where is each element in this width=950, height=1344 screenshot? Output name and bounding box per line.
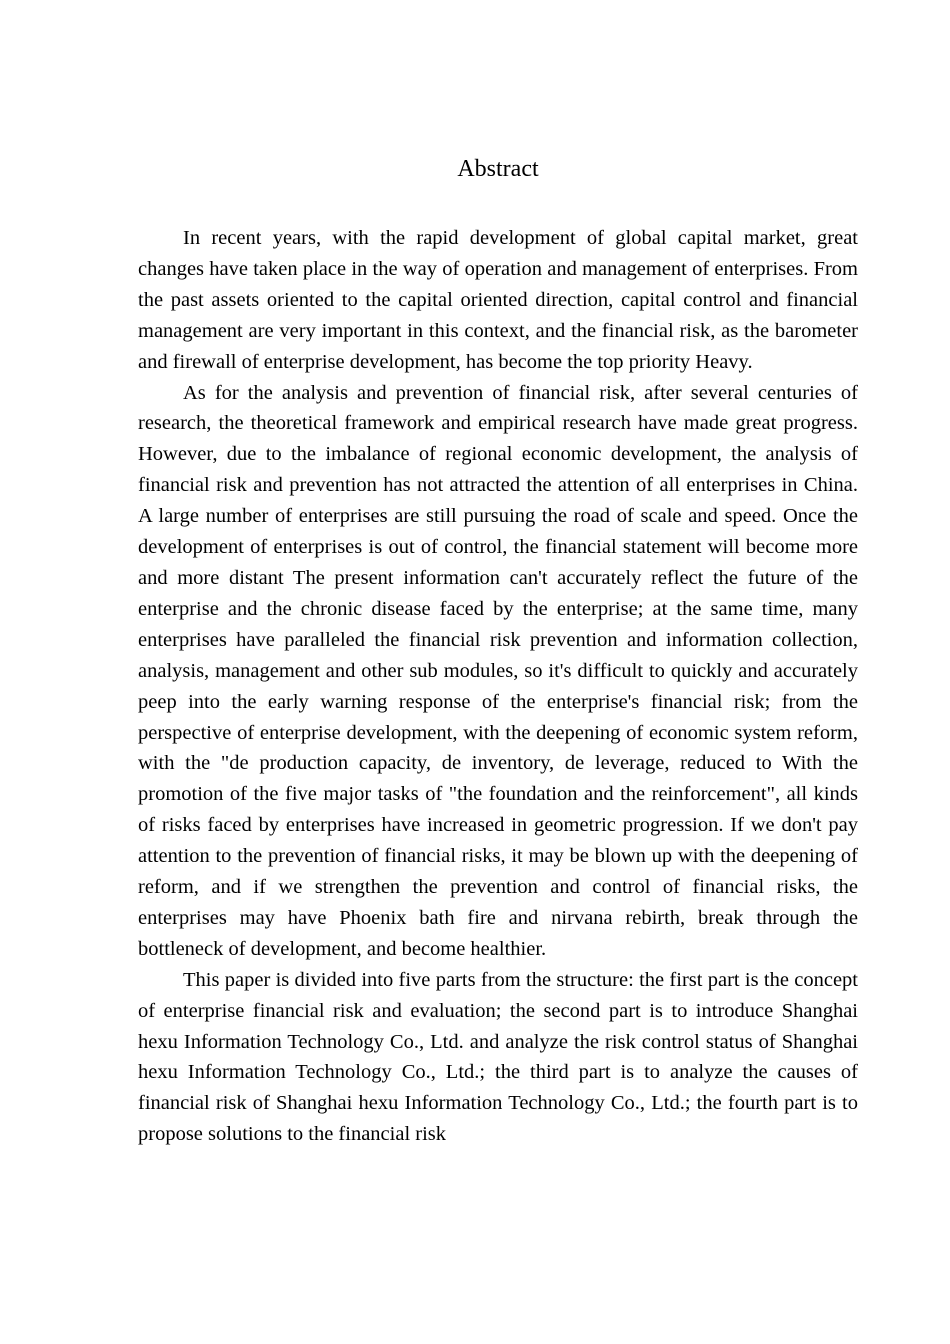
paragraph-2: As for the analysis and prevention of financial risk, after several centuries of research, the theoretical framework and empirical research have made great progress. However, due to the imbalance of regional economic development, the analysis of financial risk and prevention has not attracted the attention of all enterprises in China. A large number of enterprises are still pursuing the road of scale and speed. Once the development of enterprises is out of control, the financial statement will become more and more distant The present information can't accurately reflect the future of the enterprise and the chronic disease faced by the enterprise; at the same time, many enterprises have paralleled the financial risk prevention and information collection, analysis, management and other sub modules, so it's difficult to quickly and accurately peep into the early warning response of the enterprise's financial risk; from the perspective of enterprise development, with the deepening of economic system reform, with the "de production capacity, de inventory, de leverage, reduced to With the promotion of the five major tasks of "the foundation and the reinforcement", all kinds of risks faced by enterprises have increased in geometric progression. If we don't pay attention to the prevention of financial risks, it may be blown up with the deepening of reform, and if we strengthen the prevention and control of financial risks, the enterprises may have Phoenix bath fire and nirvana rebirth, break through the bottleneck of development, and become healthier.	[138, 381, 858, 960]
paragraph-1: In recent years, with the rapid development of global capital market, great changes have taken place in the way of operation and management of enterprises. From the past assets oriented to the capital oriented direction, capital control and financial management are very important in this context, and the financial risk, as the barometer and firewall of enterprise development, has become the top priority Heavy.	[138, 227, 858, 373]
abstract-body	[138, 223, 858, 1150]
page-title: Abstract	[457, 156, 539, 182]
paragraph-3: This paper is divided into five parts from the structure: the first part is the concept of enterprise financial risk and evaluation; the second part is to introduce Shanghai hexu Information Technology Co., Ltd. and analyze the risk control status of Shanghai hexu Information Technology Co., Ltd.; the third part is to analyze the causes of financial risk of Shanghai hexu Information Technology Co., Ltd.; the fourth part is to propose solutions to the financial risk	[138, 968, 858, 1146]
